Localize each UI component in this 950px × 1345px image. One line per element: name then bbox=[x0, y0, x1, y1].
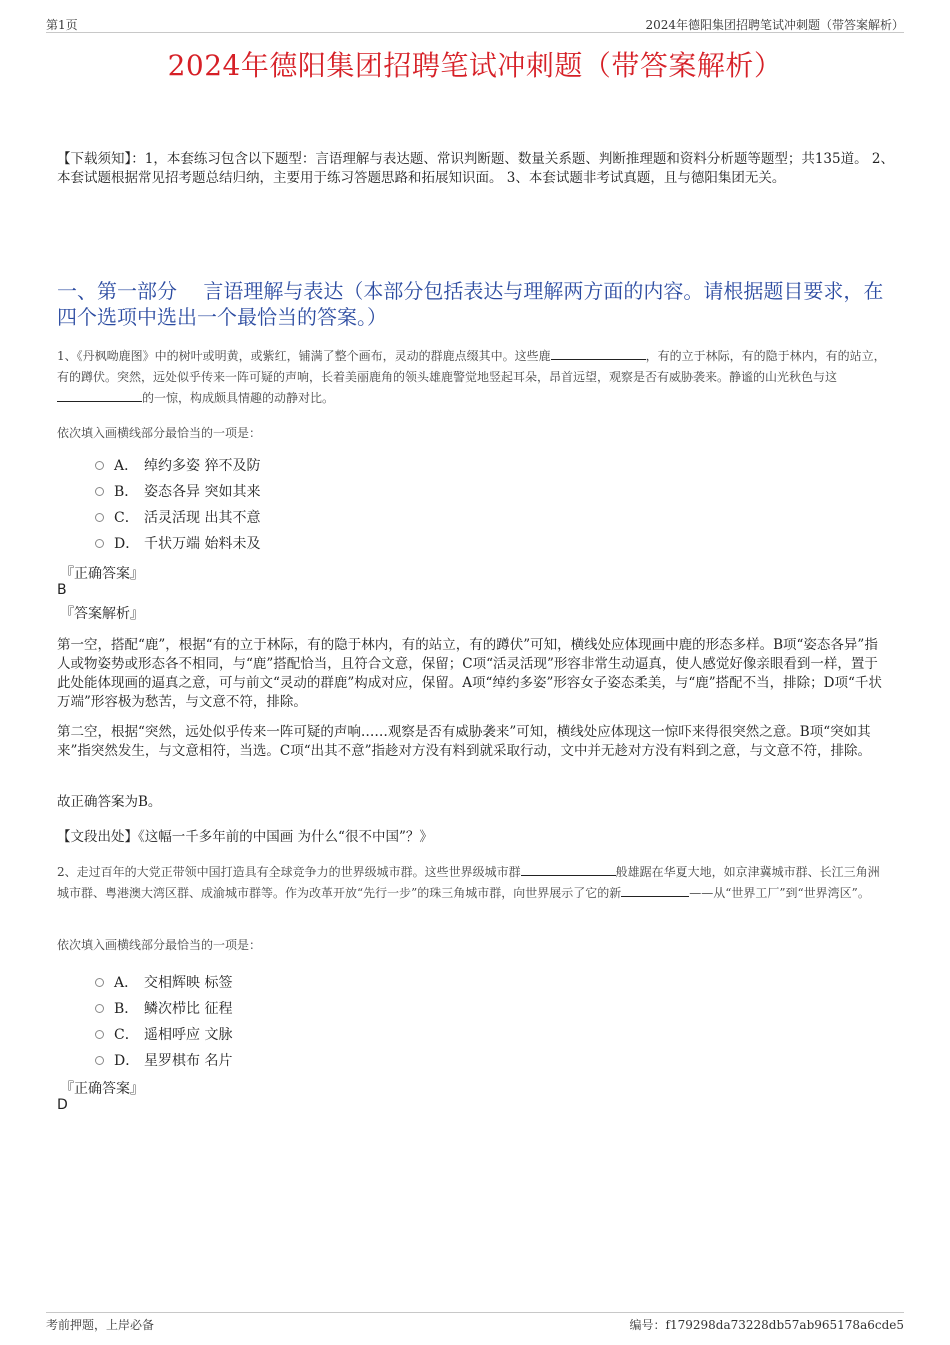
option-c[interactable]: C． 遥相呼应 文脉 bbox=[95, 1021, 232, 1047]
option-a[interactable]: A． 交相辉映 标签 bbox=[95, 969, 232, 995]
option-b[interactable]: B． 姿态各异 突如其来 bbox=[95, 478, 260, 504]
question-1-stem: 1、《丹枫呦鹿图》中的树叶或明黄，或紫红，铺满了整个画布，灵动的群鹿点缀其中。这些鹿 ，有的立于林际，有的隐于林内，有的站立，有的蹲伏。突然，远处似乎传来一阵可疑的声响，长着美丽鹿角的领头雄鹿警觉地竖起耳朵，昂首远望，观察是否有威胁袭来。静谧的山光秋色与这的一惊，构成颇具情趣的动静对比。 bbox=[57, 349, 886, 405]
question-1-options bbox=[95, 452, 260, 556]
option-c[interactable]: C． 活灵活现 出其不意 bbox=[95, 504, 260, 530]
question-2-options bbox=[95, 969, 232, 1073]
radio-icon[interactable] bbox=[95, 1056, 104, 1065]
analysis-conclusion: 故正确答案为B。 bbox=[57, 794, 162, 810]
radio-icon[interactable] bbox=[95, 461, 104, 470]
answer-label: 『正确答案』 bbox=[60, 1081, 144, 1097]
header-doc-title: 2024年德阳集团招聘笔试冲刺题（带答案解析） bbox=[645, 18, 904, 32]
analysis-paragraph: 第一空，搭配“鹿”，根据“有的立于林际，有的隐于林内，有的站立，有的蹲伏”可知，横线处应体现画中鹿的形态多样。B项“姿态各异”指人或物姿势或形态各不相同，与“鹿”搭配恰当，且符合文意，保留；C项“活灵活现”形容非常生动逼真，使人感觉好像亲眼看到一样，置于此处能体现画的逼真之意，可与前文“灵动的群鹿”构成对应，保留。A项“绰约多姿”形容女子姿态柔美，与“鹿”搭配不当，排除；D项“千状万端”形容极为愁苦，与文意不符，排除。 bbox=[57, 637, 882, 710]
analysis-label: 『答案解析』 bbox=[60, 606, 144, 622]
radio-icon[interactable] bbox=[95, 513, 104, 522]
page-number: 第1页 bbox=[46, 18, 78, 32]
radio-icon[interactable] bbox=[95, 539, 104, 548]
footer-serial: 编号：f179298da73228db57ab965178a6cde5 bbox=[629, 1318, 904, 1332]
question-1-prompt: 依次填入画横线部分最恰当的一项是： bbox=[57, 426, 262, 440]
correct-answer: B bbox=[57, 582, 67, 598]
section-heading: 一、第一部分 言语理解与表达（本部分包括表达与理解两方面的内容。请根据题目要求，在四个选项中选出一个最恰当的答案。） bbox=[57, 279, 884, 329]
radio-icon[interactable] bbox=[95, 1030, 104, 1039]
fill-blank bbox=[521, 863, 616, 876]
question-2-stem: 2、走过百年的大党正带领中国打造具有全球竞争力的世界级城市群。这些世界级城市群 般雄踞在华夏大地，如京津冀城市群、长江三角洲城市群、粤港澳大湾区群、成渝城市群等。作为改革开放“先行一步”的珠三角城市群，向世界展示了它的新 ——从“世界工厂”到“世界湾区”。 bbox=[57, 865, 880, 900]
document-title: 2024年德阳集团招聘笔试冲刺题（带答案解析） bbox=[167, 49, 783, 82]
answer-label: 『正确答案』 bbox=[60, 566, 144, 582]
download-notice: 【下载须知】：1，本套练习包含以下题型：言语理解与表达题、常识判断题、数量关系题、判断推理题和资料分析题等题型；共135道。 2、本套试题根据常见招考题总结归纳，主要用于练习答题思路和拓展知识面。 3、本套试题非考试真题，且与德阳集团无关。 bbox=[57, 151, 894, 186]
option-d[interactable]: D． 千状万端 始料未及 bbox=[95, 530, 260, 556]
fill-blank bbox=[57, 389, 142, 402]
page-header bbox=[46, 14, 904, 33]
source-citation: 【文段出处】《这幅一千多年前的中国画 为什么“很不中国”？》 bbox=[57, 829, 433, 845]
option-a[interactable]: A． 绰约多姿 猝不及防 bbox=[95, 452, 260, 478]
footer-slogan: 考前押题，上岸必备 bbox=[46, 1318, 155, 1332]
radio-icon[interactable] bbox=[95, 487, 104, 496]
page-footer bbox=[46, 1312, 904, 1333]
option-b[interactable]: B． 鳞次栉比 征程 bbox=[95, 995, 232, 1021]
radio-icon[interactable] bbox=[95, 978, 104, 987]
radio-icon[interactable] bbox=[95, 1004, 104, 1013]
analysis-paragraph: 第二空，根据“突然，远处似乎传来一阵可疑的声响……观察是否有威胁袭来”可知，横线处应体现这一惊吓来得很突然之意。B项“突如其来”指突然发生，与文意相符，当选。C项“出其不意”指趁对方没有料到就采取行动，文中并无趁对方没有料到之意，与文意不符，排除。 bbox=[57, 724, 872, 759]
question-2-prompt: 依次填入画横线部分最恰当的一项是： bbox=[57, 938, 262, 952]
fill-blank bbox=[551, 347, 646, 360]
fill-blank bbox=[621, 884, 689, 897]
correct-answer: D bbox=[57, 1097, 68, 1113]
option-d[interactable]: D． 星罗棋布 名片 bbox=[95, 1047, 232, 1073]
